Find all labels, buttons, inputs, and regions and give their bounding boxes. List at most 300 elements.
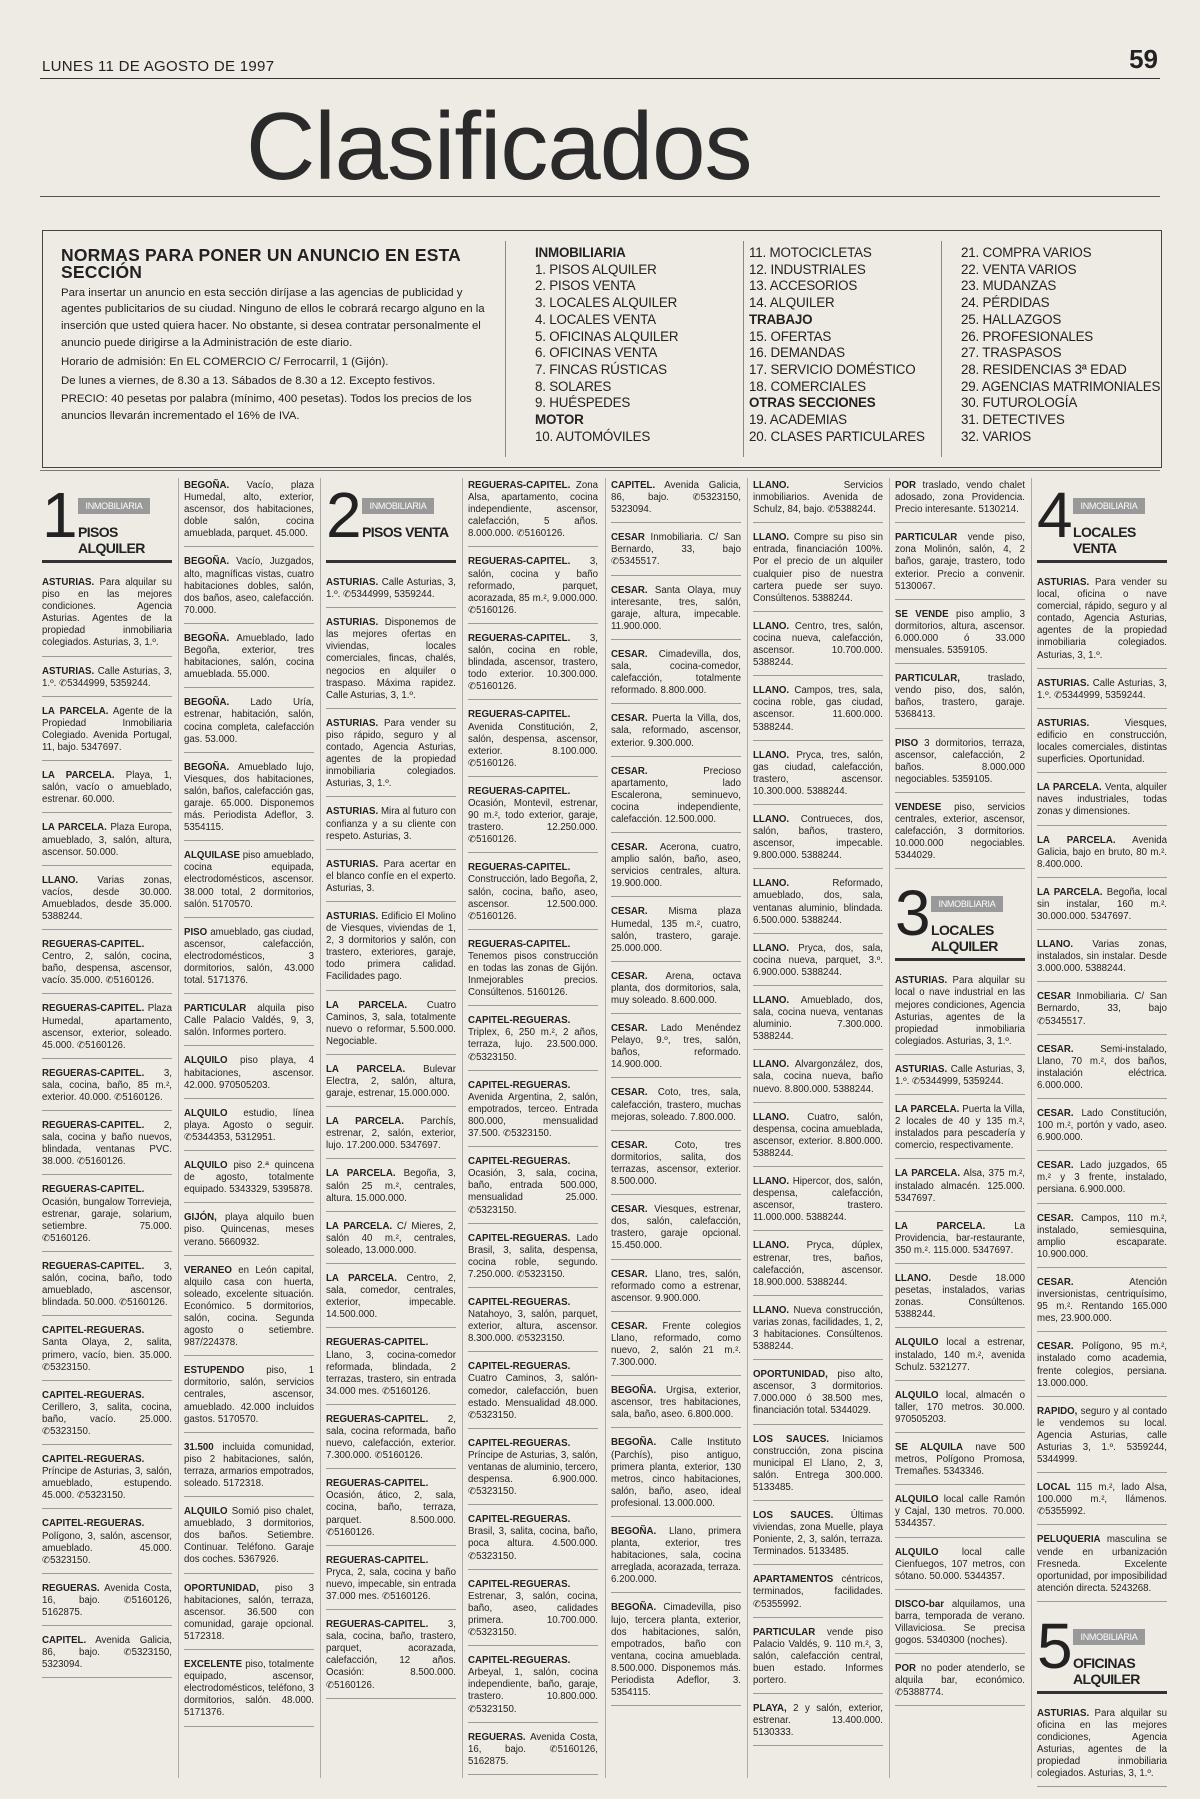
classified-ad <box>468 1080 598 1147</box>
ad-text: estudio, línea playa. Agosto o seguir. ✆5344353, 5312951. <box>184 1107 314 1143</box>
ad-text: Desde 18.000 pesetas, instalados, varias zonas. Consúltenos. 5388244. <box>895 1273 1025 1321</box>
ad-text: Amueblado lujo, Viesques, dos habitaciones, salón, baños, calefacción gas, garaje. 65.000. Disponemos más. Periodista Adeflor, 3. 5354115. <box>184 761 314 834</box>
ad-keyword: REGUERAS-CAPITEL. <box>42 1260 145 1272</box>
classified-ad <box>468 1233 598 1288</box>
classified-ad <box>468 480 598 547</box>
ad-keyword: CESAR. <box>1037 1276 1074 1288</box>
ad-text: Para alquilar su oficina en las mejores condiciones, Agencia Asturias, agentes de la propiedad inmobiliaria colegiados. Asturias, 3, 1.º. <box>1037 1707 1167 1780</box>
rules-paragraph-4: PRECIO: 40 pesetas por palabra (mínimo, 400 pesetas). Todos los precios de los anuncios llevarán incrementado el 16% de IVA. <box>61 393 472 423</box>
classified-ad <box>468 939 598 1006</box>
classified-ad <box>468 1438 598 1505</box>
ad-text: piso playa, 4 habitaciones, ascensor. 42.000. 970505203. <box>184 1055 314 1091</box>
ad-text: Contrueces, dos, salón, baños, trastero, ascensor, impecable. 9.800.000. 5388244. <box>753 813 883 862</box>
classified-ad <box>895 532 1025 599</box>
classified-ad <box>468 1514 598 1569</box>
ad-text: Tenemos pisos construcción en todas las zonas de Gijón. Inmejorables precios. Consúltenos. 5160126. <box>468 950 598 999</box>
classified-ad <box>184 1108 314 1151</box>
classified-ad <box>184 1583 314 1650</box>
classified-ad <box>468 1732 598 1775</box>
ad-text: piso alto, ascensor, 3 dormitorios. 7.000.000 ó 38.500 mes, financiación total. 5344029. <box>753 1369 883 1417</box>
index-item: 11. MOTOCICLETAS <box>749 245 872 260</box>
ad-keyword: LLANO. <box>753 685 790 697</box>
ad-text: C/ Mieres, 2, salón 40 m.², centrales, soleado, 13.000.000. <box>326 1220 456 1256</box>
ad-text: Cerillero, 3, salita, cocina, baño, vacío. 25.000. ✆5323150. <box>42 1401 172 1437</box>
ad-keyword: POR <box>895 1663 916 1675</box>
ad-text: Calle Asturias, 3, 1.º. ✆5344999, 5359244. <box>42 665 172 689</box>
classified-ad <box>326 577 456 608</box>
ad-keyword: CESAR. <box>611 648 648 660</box>
index-item: 7. FINCAS RÚSTICAS <box>535 361 667 377</box>
ad-keyword: SE VENDE <box>895 608 949 620</box>
classified-ad <box>184 1442 314 1497</box>
ad-text: Cimadevilla, piso lujo, tercera planta, exterior, dos habitaciones, salón, empotrados, baño con ventana, cocina amueblada. 8.500.000. Disponemos más. Periodista Adeflor, 3. 5354115. <box>611 1602 741 1699</box>
classified-ad <box>895 975 1025 1055</box>
classified-ad <box>468 1579 598 1646</box>
column-separator <box>178 478 179 1778</box>
classified-ad <box>611 766 741 833</box>
index-item: 5. OFICINAS ALQUILER <box>535 328 679 344</box>
ad-keyword: LA PARCELA. <box>326 1168 396 1180</box>
classified-ad <box>468 1361 598 1428</box>
ad-text: local calle Cienfuegos, 107 metros, con sótano. 50.000. 5344357. <box>895 1546 1025 1582</box>
ad-text: Cimadevilla, dos, sala, cocina-comedor, calefacción, totalmente reformado. 8.800.000. <box>611 648 741 697</box>
ad-keyword: REGUERAS. <box>468 1731 526 1743</box>
ad-column <box>895 480 1025 1715</box>
ad-keyword: LA PARCELA. <box>895 1220 986 1232</box>
ad-text: Avenida Galicia, 86, bajo. ✆5323150, 5323094. <box>611 480 741 516</box>
ad-keyword: CESAR. <box>611 1204 648 1216</box>
ad-keyword: ALQUILO <box>895 1389 939 1401</box>
index-item: 14. ALQUILER <box>749 295 835 311</box>
ad-text: Ocasión, Montevil, estrenar, 90 m.², todo exterior, garaje, trastero. 12.250.000. ✆5160126. <box>468 797 598 846</box>
classified-ad <box>611 1140 741 1195</box>
column-separator <box>889 478 890 1778</box>
ad-keyword: CESAR. <box>611 765 648 777</box>
ad-keyword: REGUERAS-CAPITEL. <box>468 785 571 797</box>
ad-keyword: ASTURIAS. <box>1037 1707 1090 1719</box>
classified-ad <box>753 532 883 612</box>
ad-text: Avenida Galicia, 86, bajo. ✆5323150, 5323094. <box>42 1635 172 1671</box>
index-item: 4. LOCALES VENTA <box>535 311 656 327</box>
section-index-3 <box>961 245 1160 445</box>
ad-keyword: CESAR. <box>611 584 648 596</box>
classified-ad <box>753 1369 883 1424</box>
ad-keyword: REGUERAS-CAPITEL. <box>468 556 571 568</box>
classified-ad <box>611 1321 741 1376</box>
index-item: 9. HUÉSPEDES <box>535 395 631 411</box>
ad-text: Zona Alsa, apartamento, cocina independiente, ascensor, calefacción, 5 años. 8.000.000. ✆5160126. <box>468 480 598 540</box>
ad-text: Viesques, edificio en construcción, locales comerciales, distintas superficies. Oportunidad. <box>1037 717 1167 766</box>
ad-keyword: REGUERAS-CAPITEL. <box>326 1413 429 1425</box>
classified-ad <box>753 878 883 933</box>
section-header <box>42 480 172 563</box>
title-rule <box>40 196 1160 197</box>
ad-text: 3 dormitorios, terraza, ascensor, calefacción, 2 baños. 8.000.000 negociables. 5359105. <box>895 737 1025 785</box>
ad-text: Calle Asturias, 3, 1.º. ✆5344999, 5359244. <box>895 1063 1025 1087</box>
ad-text: Lado juzgados, 65 m.² y 3 frente, instalado, persiana. 6.900.000. <box>1037 1160 1167 1196</box>
ad-keyword: REGUERAS-CAPITEL. <box>326 1478 429 1490</box>
ad-text: Para vender su piso rápido, seguro y al contado, Agencia Asturias, agentes de la propiedad inmobiliaria colegiados. Asturias, 3, 1.º. <box>326 717 456 790</box>
index-item: 15. OFERTAS <box>749 328 832 344</box>
ad-keyword: REGUERAS-CAPITEL. <box>42 1067 145 1079</box>
ad-keyword: PISO <box>184 926 208 938</box>
ad-text: Coto, tres dormitorios, salita, dos terrazas, ascensor, exterior. 8.500.000. <box>611 1139 741 1188</box>
ad-keyword: LA PARCELA. <box>42 770 115 782</box>
ad-keyword: ASTURIAS. <box>1037 577 1090 588</box>
index-item: 29. AGENCIAS MATRIMONIALES <box>961 378 1161 394</box>
ad-keyword: CESAR. <box>611 1320 648 1332</box>
ad-keyword: LA PARCELA. <box>326 1220 393 1232</box>
ad-keyword: CESAR. <box>611 970 648 982</box>
ad-keyword: CESAR. <box>611 1268 648 1280</box>
index-item: 21. COMPRA VARIOS <box>961 245 1092 260</box>
ad-text: piso, servicios centrales, exterior, ascensor, calefacción, 3 dormitorios. 10.000.000 negociables. 5344029. <box>895 801 1025 862</box>
ad-keyword: PLAYA, <box>753 1703 787 1715</box>
ad-text: 3, sala, cocina, baño, trastero, parquet, acorazada, calefacción, 12 años. Ocasión: 8.500.000. ✆5160126. <box>326 1619 456 1691</box>
classified-ad <box>895 1104 1025 1159</box>
classified-ad <box>895 1442 1025 1485</box>
classified-ad <box>42 1390 172 1445</box>
ad-keyword: BEGOÑA. <box>611 1602 657 1614</box>
ad-keyword: ASTURIAS. <box>326 577 379 588</box>
classified-ad <box>1037 678 1167 709</box>
ad-keyword: CESAR. <box>1037 1341 1074 1353</box>
classified-ad <box>611 1385 741 1428</box>
classified-ad <box>1037 1406 1167 1473</box>
ad-keyword: CESAR. <box>611 1087 648 1099</box>
ad-keyword: LA PARCELA. <box>326 999 408 1011</box>
classified-ad <box>895 609 1025 664</box>
classified-ad <box>895 738 1025 793</box>
ad-keyword: LLANO. <box>753 942 790 954</box>
ad-keyword: ASTURIAS. <box>42 665 95 677</box>
ad-keyword: LLANO. <box>753 480 790 491</box>
ad-keyword: VERANEO <box>184 1264 232 1276</box>
index-item: 20. CLASES PARTICULARES <box>749 428 925 444</box>
ad-text: Avenida Costa, 16, bajo. ✆5160126, 5162875. <box>42 1582 172 1618</box>
classified-ad <box>42 822 172 865</box>
classified-ad <box>895 1599 1025 1654</box>
ad-text: Arena, octava planta, dos dormitorios, sala, muy soleado. 8.600.000. <box>611 970 741 1006</box>
ad-keyword: CAPITEL-REGUERAS. <box>468 1156 571 1168</box>
section-index-1 <box>535 245 678 445</box>
ad-text: Compre su piso sin entrada, financiación 100%. Por el precio de un alquiler cualquier piso de nuestra cartera puede ser suyo. Consúltenos. 5388244. <box>753 532 883 604</box>
index-heading: INMOBILIARIA <box>535 245 626 260</box>
classified-ad <box>326 1116 456 1159</box>
classified-ad <box>184 556 314 623</box>
page-date: LUNES 11 DE AGOSTO DE 1997 <box>42 58 275 75</box>
ad-text: 3, salón, cocina en roble, blindada, ascensor, trastero, todo exterior. 10.300.000. ✆5160126. <box>468 632 598 693</box>
classified-ad <box>895 1663 1025 1706</box>
ad-text: 3, salón, cocina y baño reformado, parquet, acorazada, 85 m.², 9.000.000. ✆5160126. <box>468 556 598 616</box>
ad-text: Cuatro Caminos, 3, sala, totalmente nuevo o reformar, 5.500.000. Negociable. <box>326 999 456 1047</box>
classified-ad <box>468 556 598 623</box>
ad-text: Pryca, tres, salón, gas ciudad, calefacción, trastero, ascensor. 10.300.000. 5388244. <box>753 749 883 797</box>
ad-text: Pryca, 2, sala, cocina y baño nuevo, impecable, sin entrada 37.000 mes. ✆5160126. <box>326 1566 456 1602</box>
section-name: LOCALES ALQUILER <box>931 922 998 955</box>
ad-keyword: LA PARCELA. <box>42 705 109 717</box>
section-header <box>1037 1611 1167 1694</box>
ad-keyword: CAPITEL-REGUERAS. <box>468 1437 571 1449</box>
section-number: 5 <box>1037 1609 1073 1682</box>
section-header <box>895 878 1025 961</box>
classified-ad <box>184 1506 314 1573</box>
index-item: 1. PISOS ALQUILER <box>535 261 657 277</box>
classified-ad <box>184 1055 314 1098</box>
classified-ad <box>326 1273 456 1328</box>
ad-text: Llano, tres, salón, reformado como a estrenar, ascensor. 9.900.000. <box>611 1268 741 1304</box>
ad-keyword: REGUERAS-CAPITEL. <box>468 480 571 491</box>
classified-ad <box>1037 991 1167 1034</box>
ad-text: Construcción, lado Begoña, 2, salón, cocina, baño, aseo, ascensor. 12.500.000. ✆5160126. <box>468 874 598 922</box>
classified-ad <box>468 1156 598 1223</box>
ad-text: Alvargonzález, dos, sala, cocina nueva, baño nuevo. 8.800.000. 5388244. <box>753 1059 883 1095</box>
ad-keyword: BEGOÑA. <box>184 632 230 644</box>
classified-ad <box>1037 1108 1167 1151</box>
classified-ad <box>611 1526 741 1593</box>
index-item: 28. RESIDENCIAS 3ª EDAD <box>961 361 1127 377</box>
index-item: 19. ACADEMIAS <box>749 412 847 428</box>
index-item: 13. ACCESORIOS <box>749 278 858 294</box>
ad-keyword: CAPITEL-REGUERAS. <box>468 1361 571 1373</box>
classified-ad <box>1037 1277 1167 1332</box>
ad-keyword: LLANO. <box>753 878 790 890</box>
ad-keyword: ALQUILO <box>184 1107 228 1119</box>
classified-ad <box>1037 1341 1167 1396</box>
ad-keyword: LA PARCELA. <box>1037 782 1102 794</box>
ad-keyword: CESAR. <box>1037 1043 1074 1055</box>
ad-keyword: LA PARCELA. <box>326 1273 397 1285</box>
classified-ad <box>184 1265 314 1357</box>
classified-ad <box>326 859 456 902</box>
classified-ad <box>895 1494 1025 1537</box>
classified-ad <box>42 577 172 657</box>
classified-ad <box>611 1023 741 1078</box>
rules-paragraph-2: Horario de admisión: En EL COMERCIO C/ Ferrocarril, 1 (Gijón). <box>61 355 389 368</box>
ad-keyword: PARTICULAR, <box>895 673 960 685</box>
ad-keyword: REGUERAS-CAPITEL. <box>326 1554 429 1566</box>
ad-keyword: CESAR. <box>611 1023 648 1035</box>
ad-keyword: ASTURIAS. <box>326 858 379 870</box>
classified-ad <box>326 1619 456 1699</box>
ad-column <box>326 480 456 1708</box>
ad-text: Disponemos de las mejores ofertas en viviendas, locales comerciales, fincas, chalés, negocios en alquiler o traspaso. Máxima rapidez. Calle Asturias, 3, 1.º. <box>326 617 456 701</box>
ad-keyword: ALQUILO <box>184 1506 228 1518</box>
ad-keyword: LA PARCELA. <box>326 1116 404 1128</box>
ad-keyword: CAPITEL-REGUERAS. <box>468 1015 571 1027</box>
index-item: 32. VARIOS <box>961 428 1031 444</box>
classified-ad <box>895 1273 1025 1328</box>
ad-keyword: LA PARCELA. <box>895 1168 961 1180</box>
section-category: INMOBILIARIA <box>78 498 150 514</box>
ad-keyword: REGUERAS-CAPITEL. <box>42 1120 145 1132</box>
ad-text: Santa Olaya, muy interesante, tres, salón, garaje, altura, impecable. 11.900.000. <box>611 584 741 632</box>
classified-ad <box>753 1510 883 1565</box>
classified-ad <box>895 673 1025 728</box>
ad-text: Cuatro Caminos, 3, salón-comedor, calefacción, buen estado. Mensualidad 48.000. ✆5323150. <box>468 1373 598 1421</box>
ad-text: Somió piso chalet, amueblado, 3 dormitorios, dos baños. Setiembre. Continuar. Teléfono. Garaje dos coches. 5367926. <box>184 1506 314 1566</box>
ad-keyword: LLANO. <box>1037 939 1074 951</box>
ad-text: 2 y salón, exterior, estrenar. 13.400.000. 5130333. <box>753 1703 883 1739</box>
ad-keyword: CESAR. <box>611 713 648 725</box>
classified-ad <box>326 911 456 991</box>
section-number: 4 <box>1037 479 1073 551</box>
ad-keyword: CESAR <box>611 532 645 544</box>
ad-text: piso 3 habitaciones, salón, terraza, ascensor. 36.500 con comunidad, garaje opcional. 5172318. <box>184 1582 314 1642</box>
ad-text: 2, sala, cocina y baño nuevos, blindada, ventanas PVC. 38.000. ✆5160126. <box>42 1120 172 1168</box>
ad-keyword: PARTICULAR <box>753 1626 816 1638</box>
ad-text: Viesques, estrenar, dos, salón, calefacción, trastero, garaje opcional. 15.450.000. <box>611 1204 741 1252</box>
ad-text: amueblado, gas ciudad, ascensor, calefacción, electrodomésticos, 3 dormitorios, salón, 43.000 total. 5171376. <box>184 926 314 987</box>
classified-ad <box>1037 939 1167 982</box>
ad-keyword: PELUQUERIA <box>1037 1534 1101 1546</box>
ad-keyword: LA PARCELA. <box>895 1104 960 1116</box>
classified-ad <box>42 1261 172 1316</box>
classified-ad <box>753 750 883 805</box>
ad-keyword: CESAR. <box>611 906 648 918</box>
classified-ad <box>611 649 741 704</box>
classified-ad <box>184 480 314 547</box>
ad-keyword: ASTURIAS. <box>1037 717 1090 729</box>
classified-ad <box>1037 782 1167 825</box>
classified-ad <box>1037 1044 1167 1099</box>
ad-keyword: 31.500 <box>184 1441 214 1453</box>
classified-ad <box>753 995 883 1050</box>
classified-ad <box>42 1635 172 1678</box>
classified-ad <box>753 1703 883 1746</box>
section-name: OFICINAS ALQUILER <box>1073 1654 1140 1687</box>
ad-keyword: LLANO. <box>753 1111 790 1123</box>
ad-text: Polígono, 95 m.², instalado como academia, frente colegios, persiana. 13.000.000. <box>1037 1341 1167 1389</box>
classified-ad <box>753 685 883 740</box>
ad-keyword: CAPITEL. <box>42 1635 87 1647</box>
classified-ad <box>42 770 172 813</box>
ad-keyword: LLANO. <box>753 995 790 1006</box>
classified-ad <box>468 1655 598 1722</box>
ad-text: Llano, primera planta, exterior, tres habitaciones, sala, cocina arreglada, acorazada, terraza. 6.200.000. <box>611 1526 741 1586</box>
classified-ad <box>184 633 314 688</box>
ad-keyword: CESAR. <box>1037 1212 1074 1224</box>
classified-ad <box>42 1518 172 1573</box>
ad-text: Plaza Humedal, apartamento, ascensor, exterior, soleado. 45.000. ✆5160126. <box>42 1003 172 1051</box>
classified-ad <box>184 1160 314 1203</box>
ad-text: Playa, 1, salón, vacío o amueblado, estrenar. 60.000. <box>42 770 172 806</box>
ad-text: Estrenar, 3, salón, cocina, baño, aseo, calidades primera. 10.700.000. ✆5323150. <box>468 1590 598 1639</box>
ad-column <box>468 480 598 1784</box>
column-separator <box>605 478 606 1778</box>
ad-text: Varias zonas, vacíos, desde 30.000. Amueblados, desde 35.000. 5388244. <box>42 874 172 922</box>
rules-heading: NORMAS PARA PONER UN ANUNCIO EN ESTA SECCIÓN <box>61 245 461 282</box>
classified-ad <box>184 927 314 994</box>
ad-text: Coto, tres, sala, calefacción, trastero, muchas mejoras, soleado. 7.800.000. <box>611 1087 741 1123</box>
ad-keyword: ASTURIAS. <box>1037 677 1090 689</box>
ad-text: piso, 1 dormitorio, salón, servicios centrales, ascensor, amueblado. 42.000 incluidos gastos. 5170570. <box>184 1365 314 1425</box>
classified-ad <box>611 1437 741 1517</box>
ad-text: piso, totalmente equipado, ascensor, electrodomésticos, teléfono, 3 dormitorios, salón. 48.000. 5171376. <box>184 1659 314 1719</box>
index-item: 26. PROFESIONALES <box>961 328 1094 344</box>
classified-ad <box>184 697 314 752</box>
ad-text: Para alquilar su piso en las mejores condiciones. Agencia Asturias. Agentes de la propiedad inmobiliaria colegiados. Asturias, 3, 1.º. <box>42 577 172 649</box>
ad-text: Príncipe de Asturias, 3, salón, amueblado, estupendo. 45.000. ✆5323150. <box>42 1466 172 1502</box>
section-category: INMOBILIARIA <box>931 896 1003 912</box>
ad-text: nave 500 metros, Polígono Promosa, Tremañes. 5343346. <box>895 1441 1025 1478</box>
ad-text: Plaza Europa, amueblado, 3, salón, altura, ascensor. 50.000. <box>42 822 172 858</box>
ad-text: no poder atenderlo, se alquila bar, económico. ✆5388774. <box>895 1663 1025 1699</box>
ad-text: Natahoyo, 3, salón, parquet, exterior, altura, ascensor. 8.300.000. ✆5323150. <box>468 1309 598 1345</box>
ad-text: Príncipe de Asturias, 3, salón, ventanas de aluminio, tercero, despensa. 6.900.000. ✆5323150. <box>468 1449 598 1498</box>
classified-ad <box>611 585 741 640</box>
ad-text: vende piso Palacio Valdés, 9. 110 m.², 3, salón, calefacción central, buen estado. Informes portero. <box>753 1626 883 1687</box>
classified-ad <box>753 943 883 986</box>
column-separator <box>320 478 321 1778</box>
classified-ad <box>468 1015 598 1070</box>
ad-column <box>611 480 741 1715</box>
classified-ad <box>42 939 172 994</box>
ad-text: alquilamos, una barra, temporada de verano. Villaviciosa. Se precisa gogos. 5340300 (noches). <box>895 1598 1025 1647</box>
ad-keyword: ALQUILO <box>895 1337 939 1349</box>
classified-ad <box>42 875 172 930</box>
index-item: 12. INDUSTRIALES <box>749 261 866 277</box>
section-name: PISOS VENTA <box>362 524 449 540</box>
classified-ad <box>326 617 456 709</box>
ad-text: Begoña, local sin instalar, 160 m.². 30.000.000. 5347697. <box>1037 886 1167 922</box>
ad-text: traslado, vendo piso, dos, salón, baños, trastero, garaje. 5368413. <box>895 673 1025 721</box>
ad-text: Para acertar en el blanco confíe en el experto. Asturias, 3. <box>326 858 456 894</box>
ad-keyword: CESAR <box>1037 991 1071 1003</box>
ad-keyword: DISCO-bar <box>895 1598 944 1610</box>
ad-text: local calle Ramón y Cajal, 130 metros. 70.000. 5344357. <box>895 1494 1025 1530</box>
ad-text: Bulevar Electra, 2, salón, altura, garaje, estrenar, 15.000.000. <box>326 1063 456 1100</box>
ad-text: local a estrenar, instalado, 140 m.², avenida Schulz. 5321277. <box>895 1337 1025 1373</box>
ad-text: Varias zonas, instalados, sin instalar. Desde 3.000.000. 5388244. <box>1037 939 1167 975</box>
classified-ad <box>611 713 741 756</box>
classified-ad <box>1037 577 1167 669</box>
ad-text: Campos, tres, sala, cocina roble, gas ciudad, ascensor. 11.600.000. 5388244. <box>753 685 883 733</box>
ad-column <box>184 480 314 1736</box>
classified-ad <box>326 1478 456 1545</box>
ad-keyword: RAPIDO, <box>1037 1405 1078 1417</box>
classified-ad <box>753 480 883 523</box>
ad-text: Mira al futuro con confianza y a su cliente con respeto. Asturias, 3. <box>326 806 456 842</box>
ad-keyword: REGUERAS-CAPITEL. <box>468 862 571 874</box>
ad-text: incluida comunidad, piso 2 habitaciones, salón, terraza, armarios empotrados, soleado. 5172318. <box>184 1441 314 1489</box>
ad-keyword: CESAR. <box>611 842 648 854</box>
ad-text: Arbeyal, 1, salón, cocina independiente, baño, garaje, trastero. 10.800.000. ✆5323150. <box>468 1667 598 1715</box>
ad-text: Avenida Argentina, 2, salón, empotrados, terceo. Entrada 800.000, mensualidad 37.500. ✆5323150. <box>468 1091 598 1140</box>
ad-text: masculina se vende en urbanización Fresneda. Excelente oportunidad, por imposibilidad atención directa. 5243268. <box>1037 1534 1167 1594</box>
ad-keyword: REGUERAS-CAPITEL. <box>42 1184 145 1196</box>
ad-keyword: CAPITEL-REGUERAS. <box>468 1655 571 1667</box>
rules-paragraph-1: Para insertar un anuncio en esta sección diríjase a las agencias de publicidad y agentes publicitarios de su ciudad. Ninguno de ellos le cobrará recargo alguno en la inserción que usted quiera hacer. No obstante, si desea contratar personalmente el anuncio puede dirigirse a la Administración de este diario. <box>61 286 485 349</box>
ad-text: 2, sala, cocina reformada, baño nuevo, calefacción, exterior. 7.300.000. ✆5160126. <box>326 1413 456 1462</box>
classified-ad <box>184 762 314 842</box>
index-separator <box>941 241 942 457</box>
ad-text: en León capital, alquilo casa con huerta, soleado, excelente situación. Económico. 5 dormitorios, salón, cocina. Segunda agosto o setiembre. 987/224378. <box>184 1264 314 1349</box>
ad-text: Atención inversionistas, centriquísimo, 95 m.². Rentando 165.000 mes, 23.900.000. <box>1037 1276 1167 1325</box>
classified-ad <box>42 706 172 761</box>
classified-ad <box>611 1602 741 1706</box>
ad-keyword: LLANO. <box>753 532 790 544</box>
index-item: 22. VENTA VARIOS <box>961 261 1077 277</box>
section-category: INMOBILIARIA <box>362 498 434 514</box>
ad-text: Reformado, amueblado, dos, sala, ventanas aluminio, blindada. 6.500.000. 5388244. <box>753 878 883 926</box>
ad-text: Servicios inmobiliarios. Avenida de Schulz, 84, bajo. ✆5388244. <box>753 480 883 516</box>
ad-keyword: BEGOÑA. <box>184 556 230 568</box>
classified-ad <box>753 621 883 676</box>
ad-text: Iniciamos construcción, zona piscina municipal El Llano, 2, 3, salón. Entrega 300.000. 5133485. <box>753 1433 883 1493</box>
section-name: PISOS ALQUILER <box>78 524 145 556</box>
ad-keyword: APARTAMENTOS <box>753 1574 834 1586</box>
